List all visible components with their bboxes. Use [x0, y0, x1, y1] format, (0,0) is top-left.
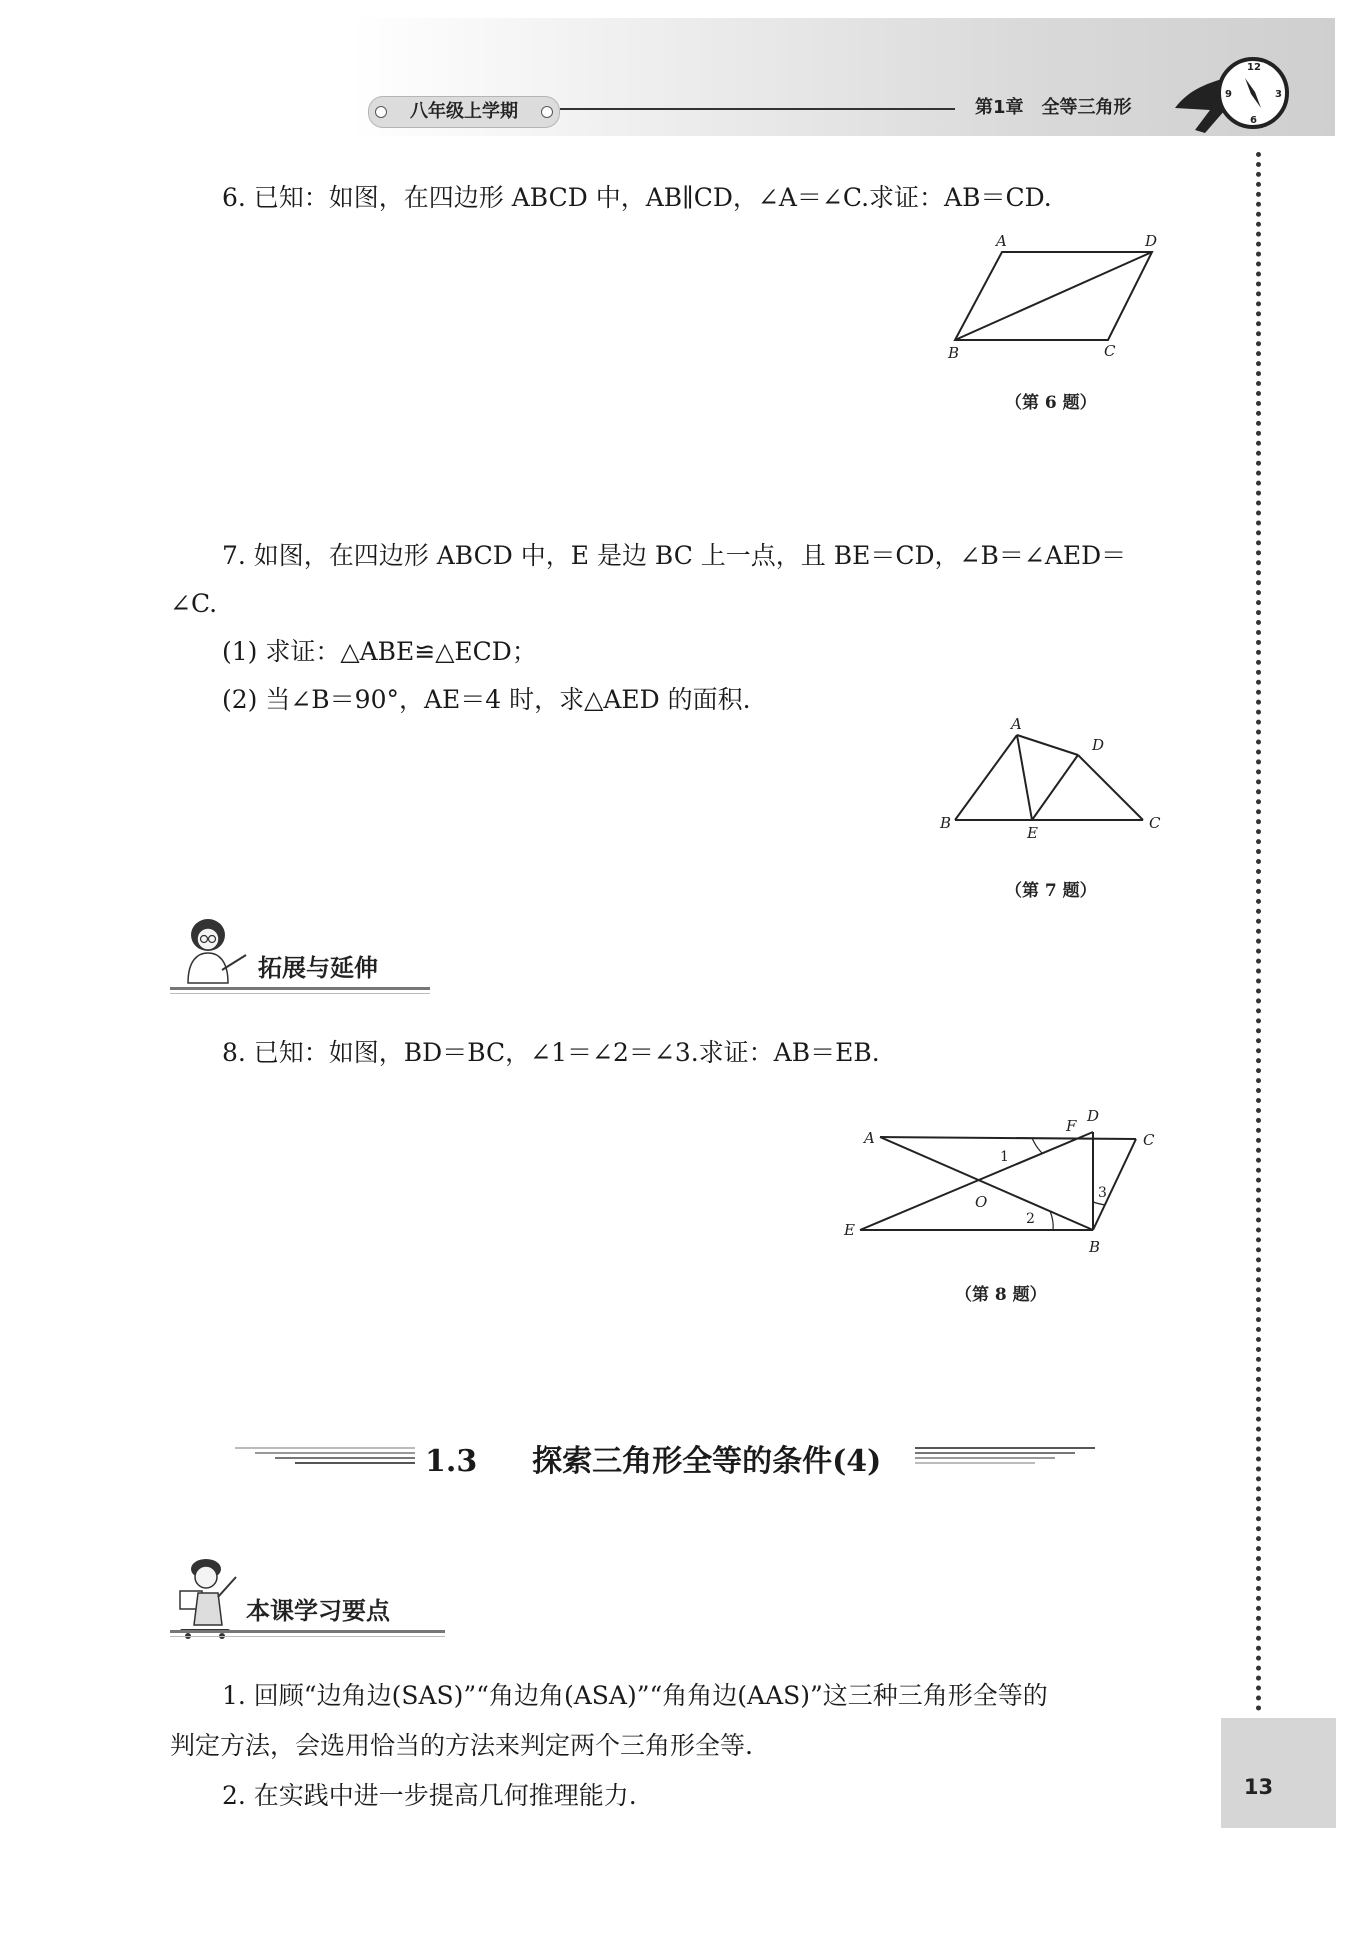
extension-banner-underline — [170, 987, 430, 990]
problem-7-text-line1: 7. 如图，在四边形 ABCD 中，E 是边 BC 上一点，且 BE＝CD，∠B＝∠AED＝ — [222, 541, 1127, 570]
extension-banner-title: 拓展与延伸 — [258, 954, 378, 982]
angle-2-arc — [1050, 1211, 1053, 1230]
chapter-label — [975, 93, 1132, 119]
label-B: B — [940, 814, 952, 832]
teacher-icon — [170, 915, 250, 985]
compass-3: 3 — [1275, 89, 1282, 100]
runner-compass-logo — [1165, 48, 1295, 138]
key-points-banner-underline — [170, 1630, 445, 1633]
figure-7 — [930, 710, 1170, 845]
margin-dotted-line — [1256, 152, 1261, 1712]
label-C: C — [1104, 342, 1116, 360]
label-E: E — [1027, 824, 1038, 842]
figure-6-caption: （第 6 题） — [1005, 393, 1097, 413]
key-points-banner-title: 本课学习要点 — [246, 1597, 390, 1625]
segment-ab — [880, 1137, 1093, 1230]
label-D: D — [1145, 232, 1158, 250]
label-B: B — [1089, 1238, 1101, 1256]
student-pointing-arm — [218, 1577, 236, 1597]
problem-8-text: 8. 已知：如图，BD＝BC，∠1＝∠2＝∠3.求证：AB＝EB. — [222, 1038, 880, 1067]
diagonal-bd — [955, 252, 1152, 340]
label-A: A — [1011, 715, 1022, 733]
student-face — [195, 1566, 217, 1588]
segment-ae — [1017, 735, 1032, 820]
teacher-pointer — [222, 955, 246, 970]
page-number: 13 — [1243, 1775, 1274, 1799]
section-heading — [425, 1436, 881, 1480]
key-point-1-line1: 1. 回顾“边角边(SAS)”“角边角(ASA)”“角角边(AAS)”这三种三角形全等的 — [222, 1681, 1048, 1710]
figure-8 — [840, 1095, 1180, 1265]
chapter-title: 全等三角形 — [1041, 97, 1132, 118]
problem-7-part-2: (2) 当∠B＝90°，AE＝4 时，求△AED 的面积. — [222, 685, 751, 714]
angle-label-3: 3 — [1098, 1185, 1107, 1201]
label-A: A — [864, 1129, 875, 1147]
angle-1-arc — [1032, 1138, 1042, 1153]
compass-12: 12 — [1247, 62, 1261, 73]
figure-6 — [930, 226, 1170, 366]
label-C: C — [1143, 1131, 1155, 1149]
section-title: 探索三角形全等的条件(4) — [532, 1444, 882, 1479]
problem-6-text: 6. 已知：如图，在四边形 ABCD 中，AB∥CD，∠A＝∠C.求证：AB＝CD. — [222, 183, 1052, 212]
key-point-1-line2: 判定方法，会选用恰当的方法来判定两个三角形全等. — [170, 1731, 753, 1760]
figure-7-caption: （第 7 题） — [1005, 881, 1097, 901]
segment-ed — [1032, 755, 1078, 820]
label-A: A — [996, 232, 1007, 250]
angle-label-2: 2 — [1026, 1211, 1035, 1227]
page-tab — [1221, 1718, 1336, 1828]
figure-8-caption: （第 8 题） — [955, 1285, 1047, 1305]
extension-banner-underline-thin — [170, 993, 430, 994]
section-heading-stripes-left — [235, 1443, 415, 1469]
teacher-body — [188, 953, 228, 983]
header-rule — [560, 108, 955, 110]
key-points-banner-underline-thin — [170, 1636, 445, 1637]
angle-label-1: 1 — [1000, 1149, 1009, 1165]
label-D: D — [1087, 1107, 1100, 1125]
student-body — [194, 1593, 222, 1625]
label-O: O — [975, 1193, 988, 1211]
compass-9: 9 — [1225, 89, 1232, 100]
label-F: F — [1066, 1117, 1077, 1135]
pill-dot-left — [375, 106, 387, 118]
grade-label: 八年级上学期 — [410, 101, 518, 122]
chapter-number: 第1章 — [975, 97, 1024, 118]
side-dc — [1078, 755, 1143, 820]
compass-6: 6 — [1250, 115, 1257, 126]
side-ab — [955, 735, 1017, 820]
angle-3-arc — [1093, 1202, 1105, 1205]
problem-7-part-1: (1) 求证：△ABE≌△ECD； — [222, 637, 537, 666]
pill-dot-right — [541, 106, 553, 118]
label-C: C — [1149, 814, 1161, 832]
problem-7-text-line2: ∠C. — [170, 589, 218, 618]
grade-pill — [368, 96, 560, 128]
key-point-2: 2. 在实践中进一步提高几何推理能力. — [222, 1781, 637, 1810]
label-B: B — [948, 344, 960, 362]
side-ad — [1017, 735, 1078, 755]
label-E: E — [844, 1221, 855, 1239]
label-D: D — [1092, 736, 1105, 754]
section-heading-stripes-right — [915, 1443, 1095, 1469]
segment-ac — [880, 1137, 1136, 1139]
student-icon — [170, 1555, 250, 1640]
section-number: 1.3 — [425, 1444, 478, 1479]
